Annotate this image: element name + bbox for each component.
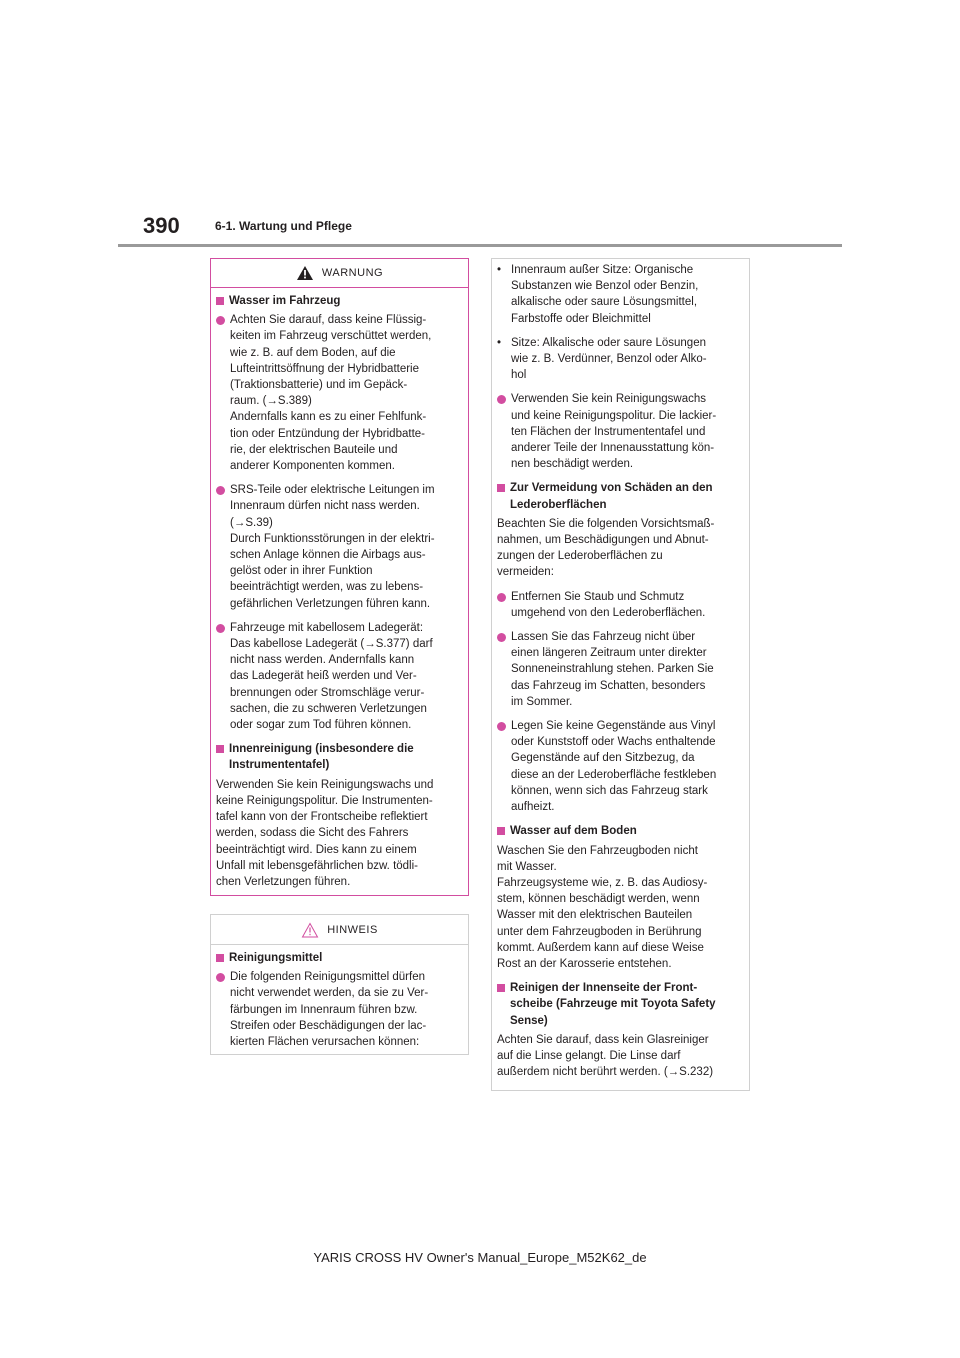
list-item-text: Verwenden Sie kein Reinigungswachs und keine Reinigungspolitur. Die lackier- ten Flächen der Instrumententafel und anderer Teile der Innenausstattung kön- nen beschädigt werden. — [511, 393, 717, 471]
section-heading — [497, 980, 744, 1029]
footer-manual-id: YARIS CROSS HV Owner's Manual_Europe_M52K62_de — [313, 1250, 647, 1265]
square-bullet-icon — [497, 984, 505, 992]
heading-text: Wasser im Fahrzeug — [229, 295, 341, 307]
section-heading — [497, 823, 744, 839]
dot-bullet-icon — [497, 633, 506, 642]
hint-header — [211, 915, 468, 945]
list-item-text: Fahrzeuge mit kabellosem Ladegerät: Das kabellose Ladegerät (→S.377) darf nicht nass werden. Andernfalls kann das Ladegerät heiß werden und Ver- brennungen oder Stromschläge verur- sachen, die zu schweren Verletzungen oder sogar zum Tod führen können. — [230, 621, 433, 732]
warning-title: WARNUNG — [321, 267, 384, 279]
warning-triangle-icon — [296, 265, 314, 281]
warning-content — [211, 288, 468, 890]
hint-content — [211, 945, 468, 1050]
list-item — [497, 629, 744, 710]
list-item — [497, 391, 744, 472]
heading-text: Reinigen der Innenseite der Front- scheibe (Fahrzeuge mit Toyota Safety Sense) — [510, 982, 716, 1027]
header-rule — [118, 244, 842, 247]
heading-text: Wasser auf dem Boden — [510, 825, 637, 838]
square-bullet-icon — [216, 745, 224, 753]
dot-bullet-icon — [497, 395, 506, 404]
list-item-text: Legen Sie keine Gegenstände aus Vinyl oder Kunststoff oder Wachs enthaltende Gegenstände auf den Sitzbezug, da diese an der Lederoberfläche festkleben können, wenn sich das Fahrzeug stark aufheizt. — [511, 720, 717, 814]
hint-title: HINWEIS — [327, 923, 378, 936]
warning-box — [210, 258, 469, 896]
section-heading — [216, 741, 463, 773]
paragraph: Verwenden Sie kein Reinigungswachs und keine Reinigungspolitur. Die Instrumenten- tafel kann von der Frontscheibe reflektiert werden, sodass die Sicht des Fahrers beeinträchtigt wird. Dies kann zu einem Unfall mit lebensgefährlichen bzw. tödli- chen Verletzungen führen. — [216, 778, 434, 888]
hint-continuation-box — [491, 258, 750, 1091]
dot-bullet-icon — [216, 316, 225, 325]
list-item — [497, 718, 744, 815]
section-heading — [497, 480, 744, 512]
section-heading — [216, 293, 463, 309]
page-number: 390 — [143, 213, 180, 238]
caution-triangle-icon — [301, 922, 319, 938]
list-item — [497, 589, 744, 621]
warning-header — [211, 259, 468, 288]
list-item — [497, 262, 744, 327]
square-bullet-icon — [216, 954, 224, 962]
list-item — [216, 969, 463, 1050]
heading-text: Zur Vermeidung von Schäden an den Lederoberflächen — [510, 482, 713, 511]
dot-bullet-icon — [497, 593, 506, 602]
list-item-text: Innenraum außer Sitze: Organische Substanzen wie Benzol oder Benzin, alkalische oder saure Lösungsmittel, Farbstoffe oder Bleichmittel — [511, 264, 699, 325]
list-item-text: SRS-Teile oder elektrische Leitungen im Innenraum dürfen nicht nass werden. (→S.39) Durch Funktionsstörungen in der elektri- schen Anlage können die Airbags aus- gelöst oder in ihrer Funktion beeinträchtigt werden, was zu lebens- gefährlichen Verletzungen führen kann. — [230, 484, 435, 610]
dot-bullet-icon — [216, 486, 225, 495]
list-item — [216, 482, 463, 612]
dot-bullet-icon — [216, 624, 225, 633]
list-item — [497, 335, 744, 384]
list-item-text: Entfernen Sie Staub und Schmutz umgehend von den Lederoberflächen. — [511, 590, 706, 619]
square-bullet-icon — [216, 297, 224, 305]
section-title: 6-1. Wartung und Pflege — [215, 219, 352, 233]
dot-bullet-icon — [216, 973, 225, 982]
dash-bullet: • — [497, 264, 502, 276]
section-heading — [216, 950, 463, 966]
square-bullet-icon — [497, 484, 505, 492]
hint-box — [210, 914, 469, 1055]
list-item-text: Lassen Sie das Fahrzeug nicht über einen längeren Zeitraum unter direkter Sonneneinstrahlung stehen. Parken Sie das Fahrzeug im Schatten, besonders im Sommer. — [511, 631, 714, 708]
paragraph: Waschen Sie den Fahrzeugboden nicht mit Wasser. Fahrzeugsysteme wie, z. B. das Audiosy- stem, können beschädigt werden, wenn Wasser mit den elektrischen Bauteilen unter dem Fahrzeugboden in Berührung kommt. Außerdem kann auf diese Weise Rost an der Karosserie entstehen. — [497, 844, 708, 970]
list-item — [216, 312, 463, 474]
list-item — [216, 620, 463, 733]
list-item-text: Sitze: Alkalische oder saure Lösungen wie z. B. Verdünner, Benzol oder Alko- hol — [511, 336, 707, 382]
list-item-text: Die folgenden Reinigungsmittel dürfen nicht verwendet werden, da sie zu Ver- färbungen im Innenraum führen bzw. Streifen oder Beschädigungen der lac- kierten Flächen verursachen können: — [230, 971, 429, 1049]
paragraph: Beachten Sie die folgenden Vorsichtsmaß- nahmen, um Beschädigungen und Abnut- zungen der Lederoberflächen zu vermeiden: — [497, 517, 715, 579]
paragraph: Achten Sie darauf, dass kein Glasreiniger auf die Linse gelangt. Die Linse darf außerdem nicht berührt werden. (→S.232) — [497, 1033, 714, 1079]
continuation-content — [492, 259, 749, 1080]
list-item-text: Achten Sie darauf, dass keine Flüssig- keiten im Fahrzeug verschüttet werden, wie z. B. auf dem Boden, auf die Lufteintrittsöffnung der Hybridbatterie (Traktionsbatterie) und im Gepäck- raum. (→S.389) Andernfalls kann es zu einer Fehlfunk- tion oder Entzündung der Hybridbatte- rie, der elektrischen Bauteile und anderer Komponenten kommen. — [230, 314, 432, 473]
heading-text: Innenreinigung (insbesondere die Instrumententafel) — [229, 743, 414, 772]
square-bullet-icon — [497, 827, 505, 835]
heading-text: Reinigungsmittel — [229, 952, 323, 964]
dot-bullet-icon — [497, 722, 506, 731]
dash-bullet: • — [497, 336, 502, 349]
